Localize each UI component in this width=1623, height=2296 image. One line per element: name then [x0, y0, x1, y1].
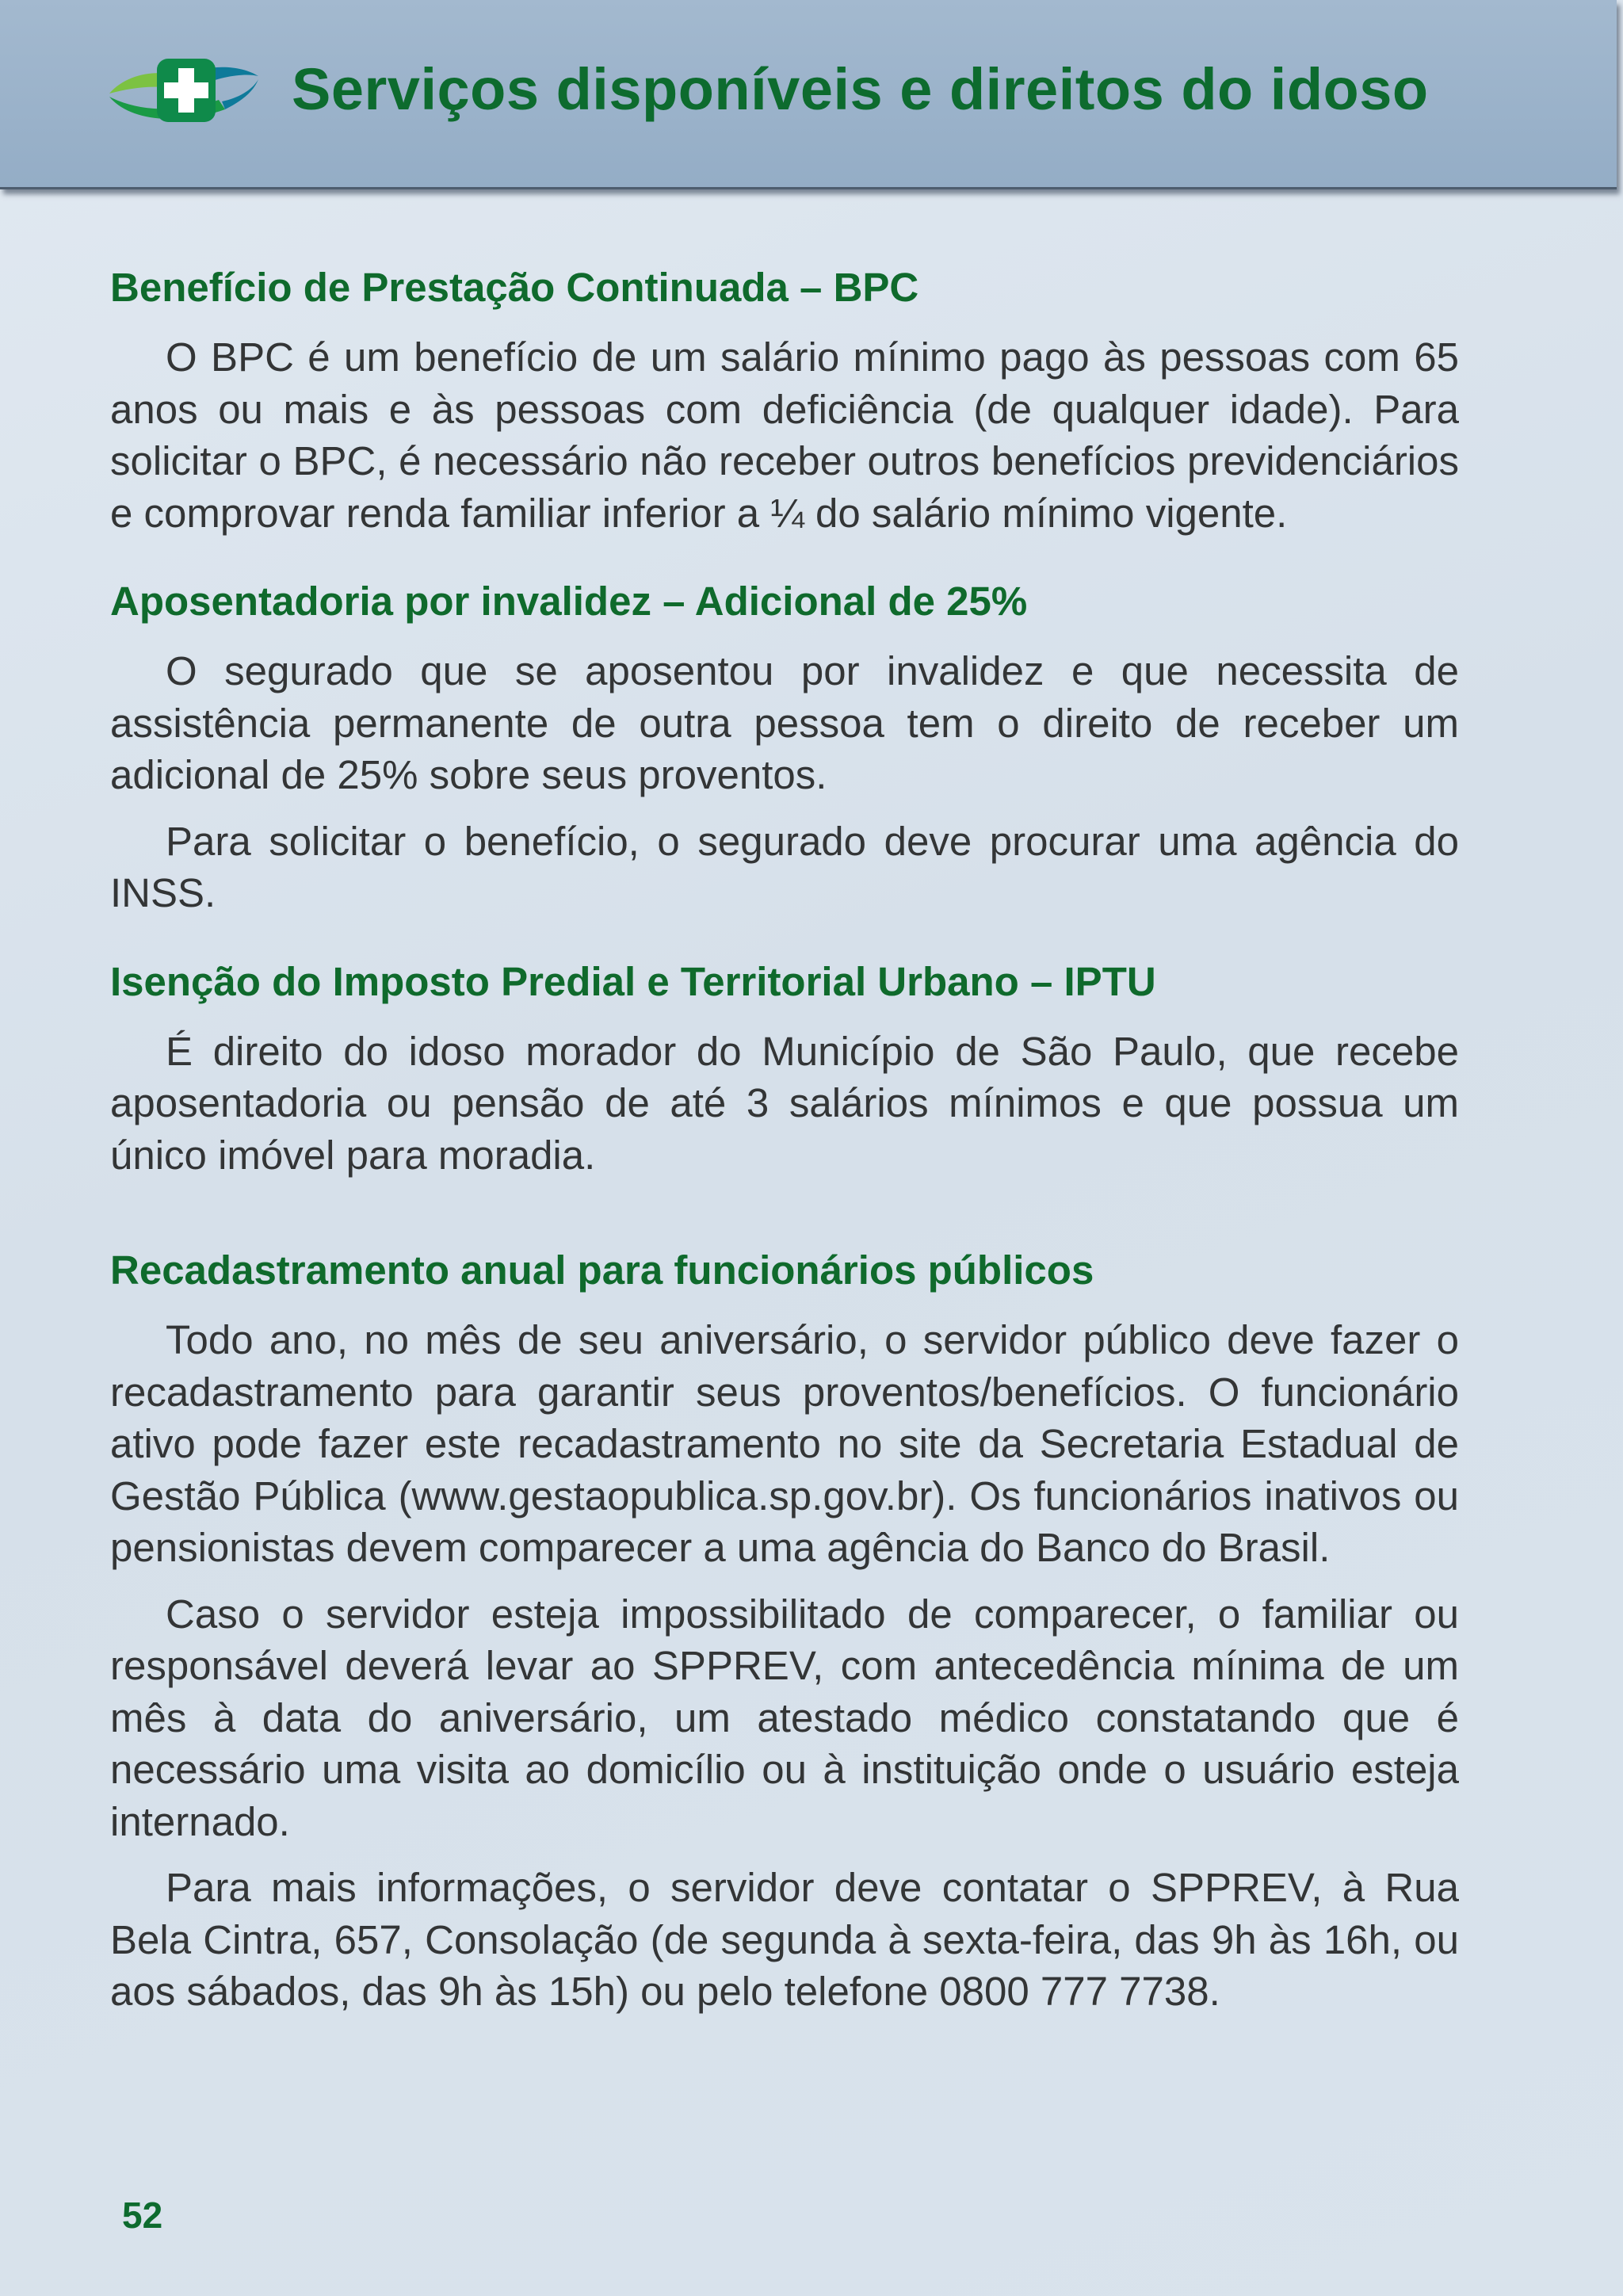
paragraph: Para solicitar o benefício, o segurado deve procurar uma agência do INSS.: [110, 818, 1459, 915]
paragraph: O BPC é um benefício de um salário mínimo pago às pessoas com 65 anos ou mais e às pessoas com deficiência (de qualquer idade). Para solicitar o BPC, é necessário não receber outros benefícios previdenciários e comprovar renda familiar inferior a ¼ do salário mínimo vigente.: [110, 334, 1459, 536]
section-iptu: [110, 956, 1459, 1182]
section-bpc: [110, 262, 1459, 539]
main-content: [110, 262, 1459, 2032]
paragraph: Para mais informações, o servidor deve contatar o SPPREV, à Rua Bela Cintra, 657, Consolação (de segunda à sexta-feira, das 9h às 16h, ou aos sábados, das 9h às 15h) ou pelo telefone 0800 777 7738.: [110, 1865, 1459, 2014]
page-number: 52: [122, 2195, 163, 2236]
paragraph: Caso o servidor esteja impossibilitado de comparecer, o familiar ou responsável deverá levar ao SPPREV, com antecedência mínima de um mês à data do aniversário, um atestado médico constatando que é necessário uma visita ao domicílio ou à instituição onde o usuário esteja internado.: [110, 1591, 1459, 1844]
section-title: Aposentadoria por invalidez – Adicional de 25%: [110, 579, 1028, 624]
section-title: Isenção do Imposto Predial e Territorial Urbano – IPTU: [110, 958, 1156, 1004]
paragraph: É direito do idoso morador do Município de São Paulo, que recebe aposentadoria ou pensão de até 3 salários mínimos e que possua um único imóvel para moradia.: [110, 1028, 1459, 1178]
section-title: Recadastramento anual para funcionários públicos: [110, 1247, 1094, 1293]
paragraph: Todo ano, no mês de seu aniversário, o servidor público deve fazer o recadastramento para garantir seus proventos/benefícios. O funcionário ativo pode fazer este recadastramento no site da Secretaria Estadual de Gestão Pública (www.gestaopublica.sp.gov.br). Os funcionários inativos ou pensionistas devem comparecer a uma agência do Banco do Brasil.: [110, 1317, 1459, 1570]
section-recadastramento: [110, 1244, 1459, 2018]
page-title: Serviços disponíveis e direitos do idoso: [292, 56, 1429, 122]
page-header: [0, 0, 1617, 189]
paragraph: O segurado que se aposentou por invalidez e que necessita de assistência permanente de outra pessoa tem o direito de receber um adicional de 25% sobre seus proventos.: [110, 648, 1459, 797]
section-aposentadoria-invalidez: [110, 575, 1459, 919]
section-title: Benefício de Prestação Continuada – BPC: [110, 265, 919, 310]
green-cross-logo-icon: [106, 52, 262, 130]
